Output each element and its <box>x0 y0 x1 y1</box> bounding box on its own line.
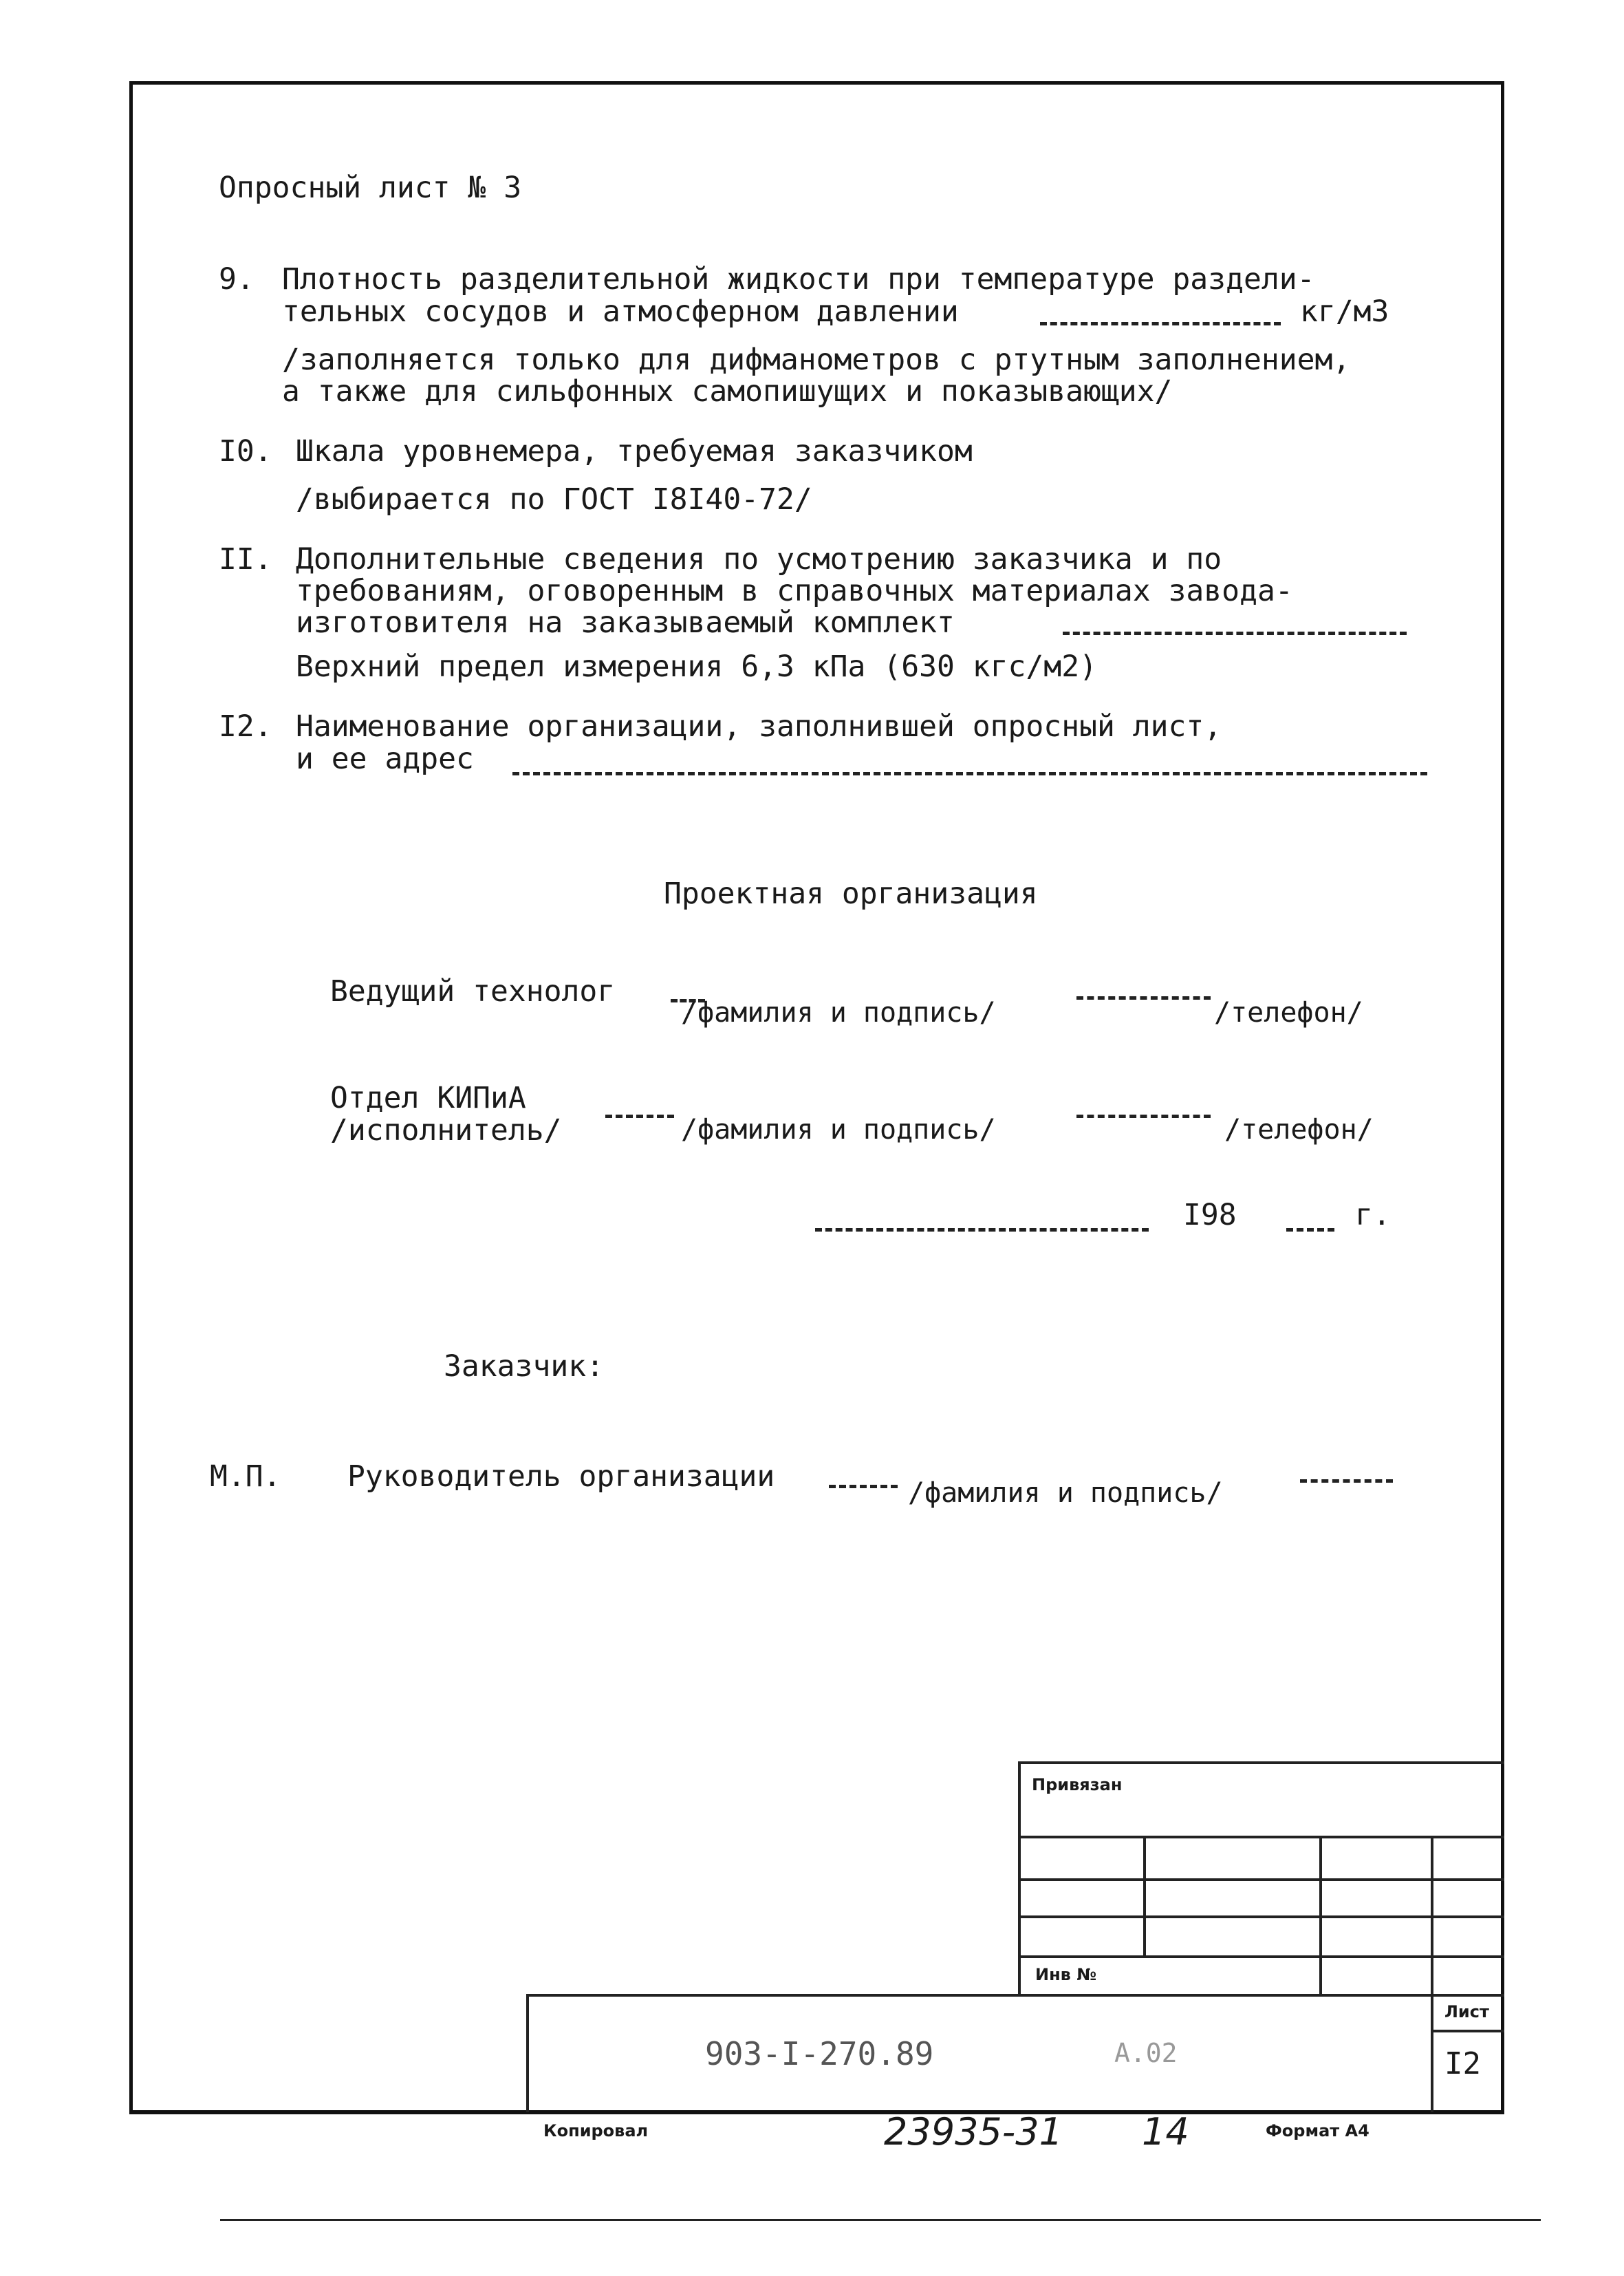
director-label: Руководитель организации <box>347 1459 775 1494</box>
divider <box>1431 1994 1433 2112</box>
item11-line1: Дополнительные сведения по усмотрению заказчика и по <box>296 542 1222 577</box>
director-name-hint: /фамилия и подпись/ <box>908 1477 1223 1509</box>
fill-line <box>605 1115 674 1118</box>
divider <box>1319 1836 1322 1995</box>
item-number: II. <box>219 542 272 577</box>
divider <box>1431 1836 1433 1995</box>
item11-line2: требованиям, оговоренным в справочных материалах завода- <box>296 574 1293 608</box>
item9-line1: Плотность разделительной жидкости при температуре раздели- <box>282 262 1315 297</box>
inv-label: Инв № <box>1035 1965 1097 1984</box>
item-number: I0. <box>219 434 272 469</box>
fill-line <box>1063 632 1407 635</box>
copied-label: Копировал <box>543 2121 649 2140</box>
item9-note2: а также для сильфонных самопишущих и показывающих/ <box>282 374 1173 409</box>
year-fill-line <box>1286 1228 1334 1232</box>
stamp-place: М.П. <box>210 1459 281 1494</box>
fill-line <box>829 1485 898 1488</box>
fill-line <box>1040 322 1281 325</box>
item9-note1: /заполняется только для дифманометров с ртутным заполнением, <box>282 343 1351 377</box>
fill-line <box>512 772 1427 775</box>
item12-line2: и ее адрес <box>296 742 474 776</box>
lead-tech-phone-hint: /телефон/ <box>1214 997 1363 1029</box>
format-label: Формат А4 <box>1266 2121 1369 2140</box>
divider <box>1143 1836 1146 1957</box>
dept-label: Отдел КИПиА <box>330 1081 526 1115</box>
customer-heading: Заказчик: <box>444 1349 604 1384</box>
item10-line1: Шкала уровнемера, требуемая заказчиком <box>296 434 973 469</box>
doc-code: 903-I-270.89 <box>705 2035 934 2072</box>
item11-line4: Верхний предел измерения 6,3 кПа (630 кгс/м2) <box>296 649 1097 684</box>
archive-number: 23935-31 <box>884 2110 1063 2154</box>
page-mark: 14 <box>1142 2110 1189 2154</box>
title-block <box>526 1994 1504 2112</box>
fill-line <box>1076 996 1211 1000</box>
item10-line2: /выбирается по ГОСТ I8I40-72/ <box>296 482 812 517</box>
item12-line1: Наименование организации, заполнившей опросный лист, <box>296 709 1222 744</box>
item9-line2: тельных сосудов и атмосферном давлении <box>282 294 959 329</box>
date-fill-line <box>815 1228 1149 1232</box>
item11-line3: изготовителя на заказываемый комплект <box>296 605 955 640</box>
dept-sublabel: /исполнитель/ <box>330 1113 562 1148</box>
org-heading: Проектная организация <box>664 877 1038 911</box>
item-number: I2. <box>219 709 272 744</box>
sheet-number: I2 <box>1444 2046 1481 2081</box>
lead-tech-label: Ведущий технолог <box>330 974 616 1009</box>
sheet-label: Лист <box>1444 2002 1489 2021</box>
divider <box>1431 2030 1504 2032</box>
dept-phone-hint: /телефон/ <box>1224 1114 1374 1146</box>
year-suffix: г. <box>1355 1198 1391 1232</box>
lead-tech-name-hint: /фамилия и подпись/ <box>681 997 996 1029</box>
item-number: 9. <box>219 262 255 297</box>
bound-label: Привязан <box>1032 1775 1123 1794</box>
fill-line <box>1076 1115 1211 1118</box>
form-title: Опросный лист № 3 <box>219 171 522 205</box>
dept-name-hint: /фамилия и подпись/ <box>681 1114 996 1146</box>
fill-line <box>1300 1479 1393 1483</box>
page-bottom-line <box>220 2219 1541 2221</box>
doc-suffix: А.02 <box>1114 2038 1178 2068</box>
item9-unit: кг/м3 <box>1300 294 1389 329</box>
year-prefix: I98 <box>1183 1198 1237 1232</box>
